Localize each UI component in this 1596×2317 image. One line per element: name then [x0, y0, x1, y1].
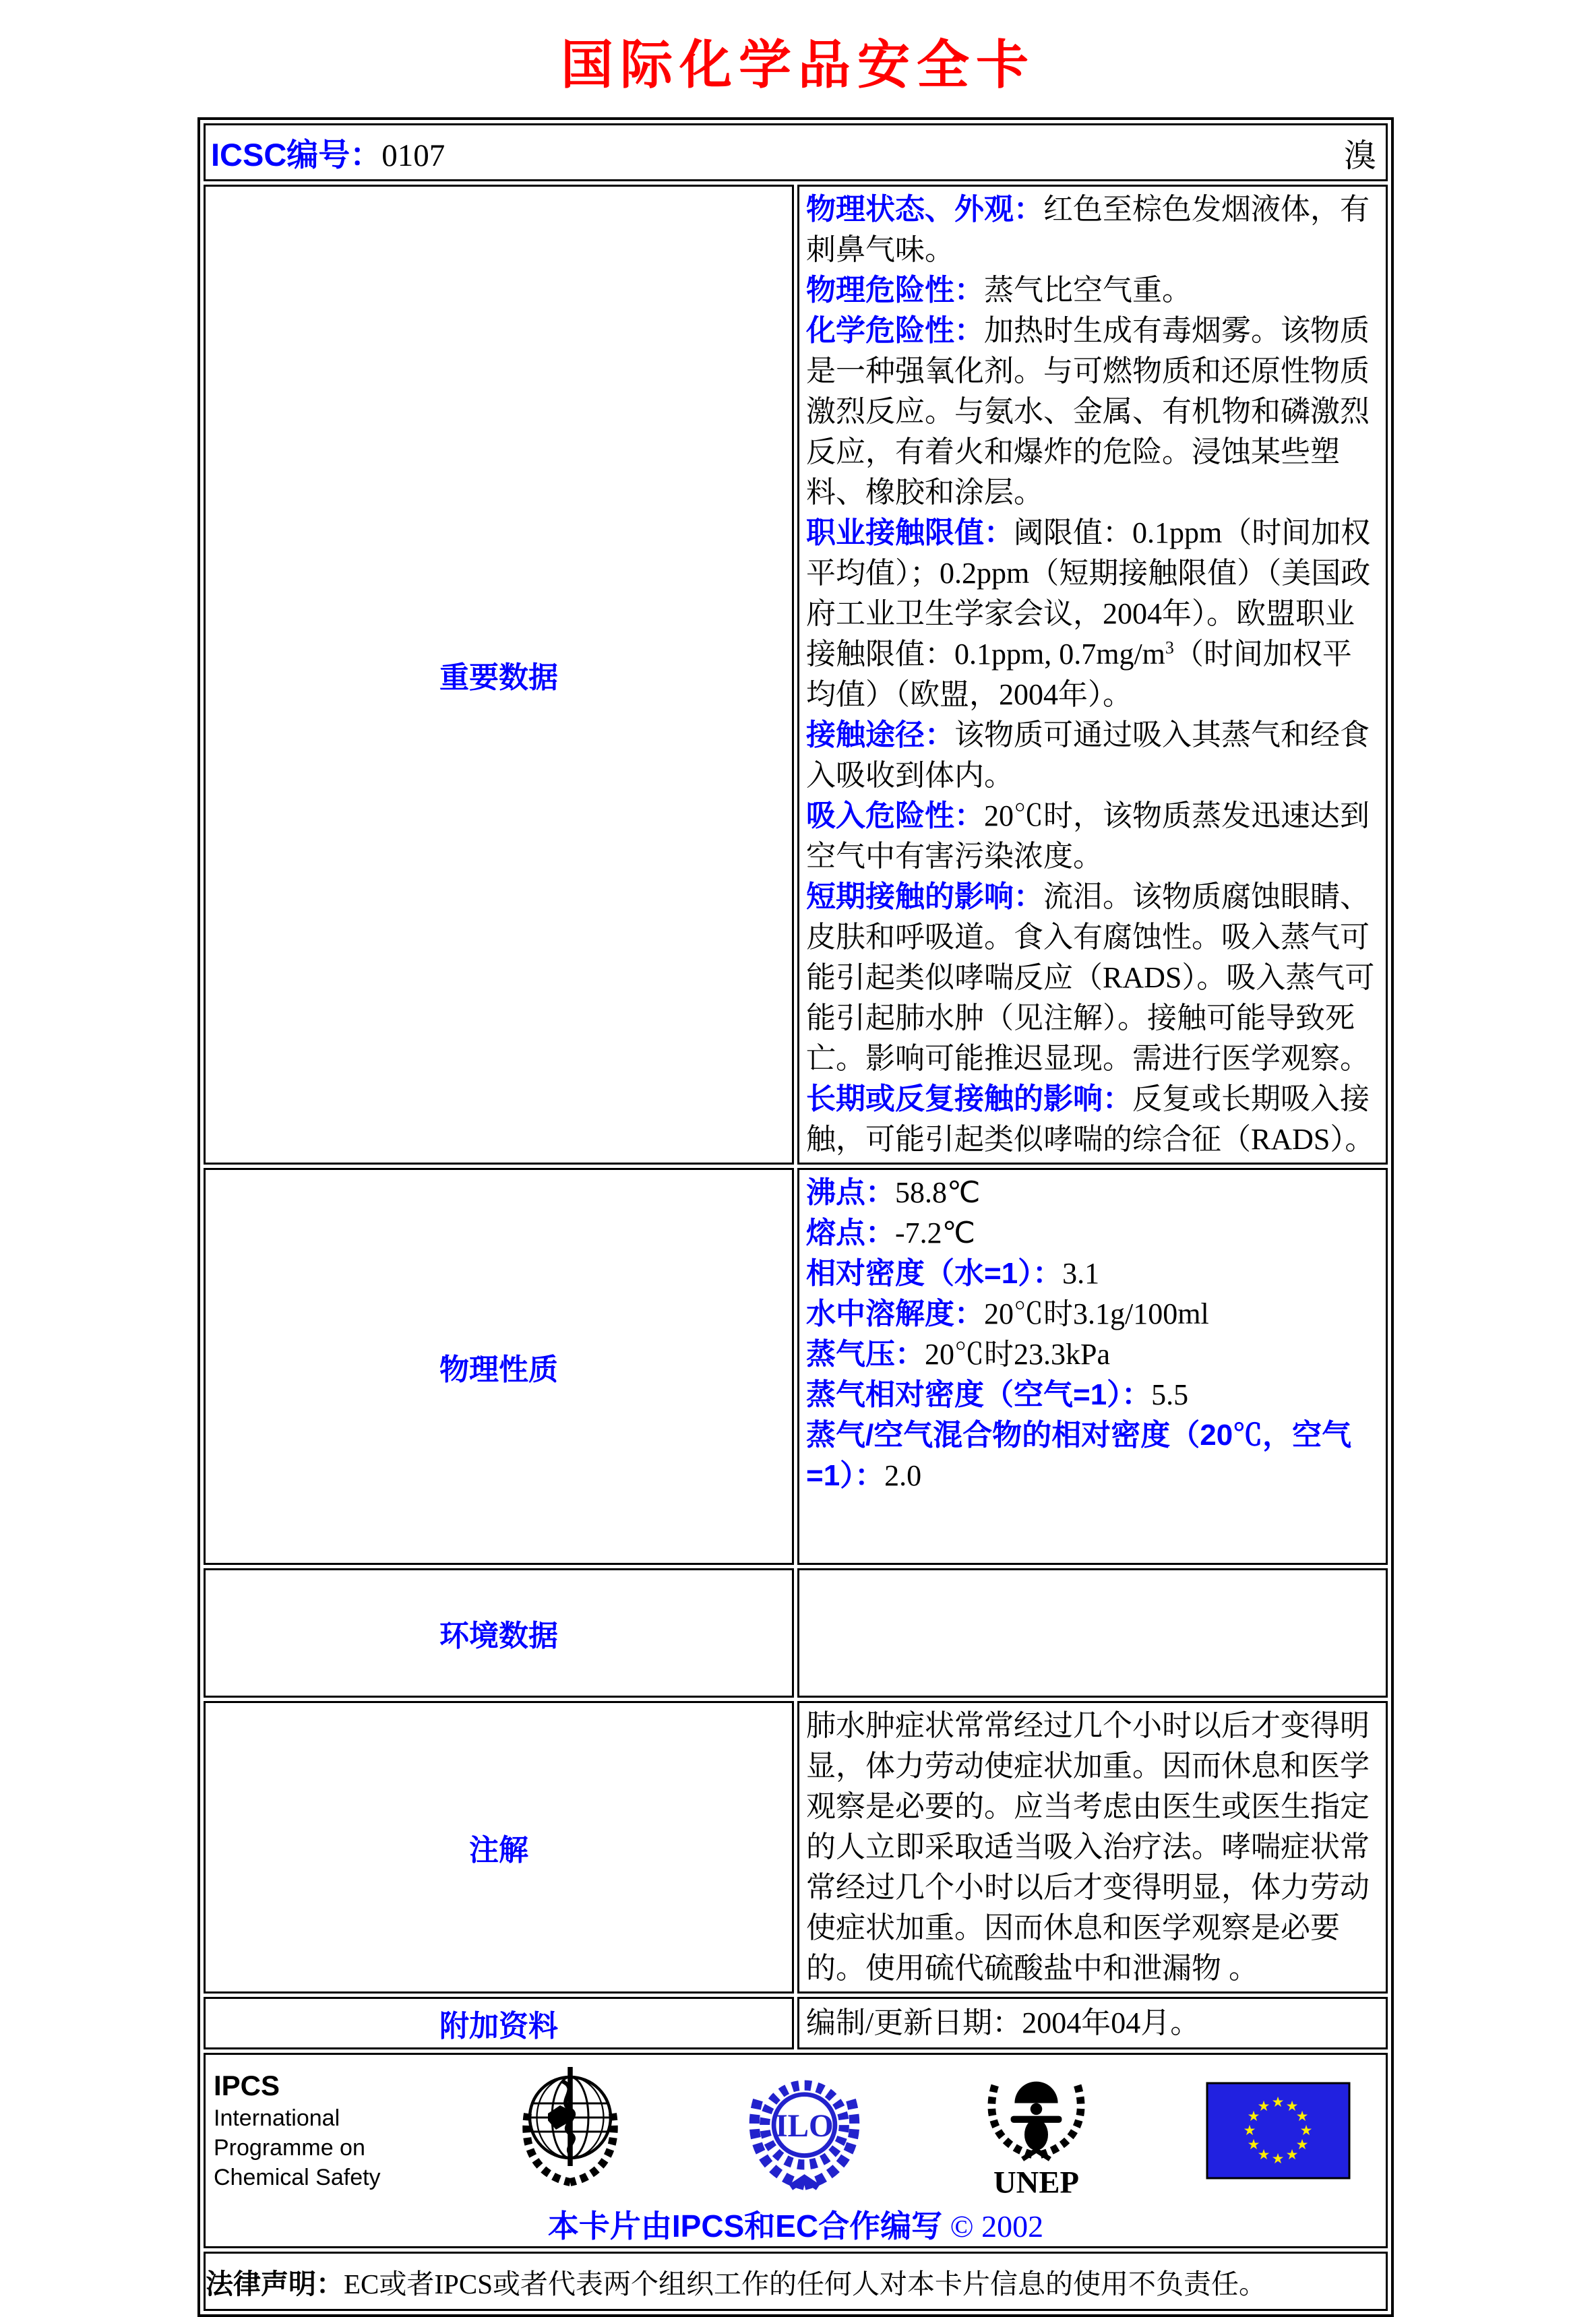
property-line: 熔点：-7.2℃: [806, 1216, 976, 1249]
important-data-label-cell: [204, 185, 794, 1165]
svg-text:★: ★: [1295, 2136, 1309, 2153]
environmental-data-content: [797, 1568, 1388, 1698]
additional-information-label-cell: [204, 1997, 794, 2049]
unep-logo-icon: [977, 2062, 1095, 2200]
svg-text:★: ★: [1257, 2146, 1270, 2163]
physical-properties-content: [797, 1168, 1388, 1565]
row-important-data: [204, 185, 1388, 1165]
credit-text: 本卡片由IPCS和EC合作编写: [547, 2208, 943, 2244]
chemical-name: 溴: [1343, 137, 1376, 174]
ipcs-text-block: IPCS International Programme on Chemical Safety: [214, 2068, 399, 2192]
icsc-number-label: ICSC编号：: [211, 136, 382, 173]
section-label-physical: 物理性质: [439, 1353, 558, 1386]
row-additional-information: [204, 1997, 1388, 2049]
section-label-notes: 注解: [469, 1834, 528, 1867]
property-line: 蒸气相对密度（空气=1）：5.5: [806, 1378, 1189, 1411]
property-line: 蒸气压：20℃时23.3kPa: [806, 1338, 1110, 1371]
svg-text:★: ★: [1257, 2097, 1270, 2114]
section-label-environment: 环境数据: [439, 1619, 558, 1652]
row-notes: [204, 1701, 1388, 1994]
svg-text:★: ★: [1295, 2107, 1309, 2124]
svg-text:★: ★: [1271, 2093, 1285, 2110]
credit-line: [206, 2202, 1386, 2246]
svg-text:★: ★: [1271, 2150, 1285, 2167]
icsc-number-group: [211, 130, 445, 175]
unep-letters: UNEP: [993, 2164, 1079, 2200]
property-line: 蒸气/空气混合物的相对密度（20℃，空气=1）：2.0: [806, 1419, 1352, 1492]
svg-text:★: ★: [1247, 2107, 1260, 2124]
notes-content: [797, 1701, 1388, 1994]
additional-information-content: [797, 1997, 1388, 2049]
ilo-letters: ILO: [774, 2108, 834, 2144]
svg-text:★: ★: [1247, 2136, 1260, 2153]
icsc-number-value: 0107: [381, 137, 446, 173]
svg-text:★: ★: [1243, 2122, 1256, 2138]
important-item: 职业接触限值：阈限值：0.1ppm（时间加权平均值）；0.2ppm（短期接触限值）（美国政府工业卫生学家会议，2004年）。欧盟职业接触限值：0.1ppm, $0.7mg/m^3$（时间加权平均值）（欧盟，2004年）。: [806, 516, 1371, 711]
update-date-text: 编制/更新日期：2004年04月。: [806, 2006, 1200, 2039]
ipcs-acronym: IPCS: [214, 2070, 280, 2101]
important-item: 接触途径：该物质可通过吸入其蒸气和经食入吸收到体内。: [806, 718, 1370, 792]
important-item: 吸入危险性：20℃时，该物质蒸发迅速达到空气中有害污染浓度。: [806, 799, 1370, 873]
property-line: 沸点：58.8℃: [806, 1176, 981, 1209]
superscript-3: 3: [1165, 638, 1174, 658]
row-footer-logos: [204, 2053, 1388, 2248]
notes-label-cell: [204, 1701, 794, 1994]
svg-text:★: ★: [1285, 2097, 1299, 2114]
environmental-data-label-cell: [204, 1568, 794, 1698]
svg-text:★: ★: [1299, 2122, 1313, 2138]
row-legal-notice: [204, 2252, 1388, 2311]
footer-cell: [204, 2053, 1388, 2248]
notes-text: 肺水肿症状常常经过几个小时以后才变得明显，体力劳动使症状加重。因而休息和医学观察是必要的。应当考虑由医生或医生指定的人立即采取适当吸入治疗法。哮喘症状常常经过几个小时以后才变得明显，体力劳动使症状加重。因而休息和医学观察是必要的。使用硫代硫酸盐中和泄漏物 。: [806, 1709, 1370, 1985]
section-label-additional: 附加资料: [439, 2010, 558, 2043]
legal-notice-label: 法律声明：: [206, 2268, 344, 2299]
legal-notice-text: EC或者IPCS或者代表两个组织工作的任何人对本卡片信息的使用不负责任。: [344, 2268, 1266, 2299]
property-line: 相对密度（水=1）：3.1: [806, 1257, 1100, 1290]
row-environmental-data: [204, 1568, 1388, 1698]
header-cell: [204, 123, 1388, 181]
section-label-important: 重要数据: [439, 661, 558, 694]
important-item: 物理状态、外观：红色至棕色发烟液体，有刺鼻气味。: [806, 193, 1370, 266]
property-line: 水中溶解度：20℃时3.1g/100ml: [806, 1297, 1209, 1330]
svg-text:★: ★: [1285, 2146, 1299, 2163]
important-data-content: [797, 185, 1388, 1165]
important-item: 物理危险性：蒸气比空气重。: [806, 274, 1192, 307]
important-item: 长期或反复接触的影响：反复或长期吸入接触，可能引起类似哮喘的综合征（RADS）。: [806, 1082, 1375, 1156]
who-logo-icon: [510, 2065, 631, 2196]
physical-properties-label-cell: [204, 1168, 794, 1565]
eu-flag-icon: [1206, 2082, 1351, 2180]
page-title: 国际化学品安全卡: [560, 35, 1035, 94]
legal-notice-cell: [204, 2252, 1388, 2311]
credit-year: © 2002: [950, 2209, 1044, 2244]
important-item: 短期接触的影响：流泪。该物质腐蚀眼睛、皮肤和呼吸道。食入有腐蚀性。吸入蒸气可能引起类似哮喘反应（RADS）。吸入蒸气可能引起肺水肿（见注解）。接触可能导致死亡。影响可能推迟显现。需进行医学观察。: [806, 880, 1375, 1075]
icsc-card-table: [197, 117, 1394, 2317]
important-item: 化学危险性：加热时生成有毒烟雾。该物质是一种强氧化剂。与可燃物质和还原性物质激烈反应。与氨水、金属、有机物和磷激烈反应，有着火和爆炸的危险。浸蚀某些塑料、橡胶和涂层。: [806, 314, 1370, 509]
row-header: [204, 123, 1388, 181]
ilo-logo-icon: [742, 2068, 867, 2193]
row-physical-properties: [204, 1168, 1388, 1565]
